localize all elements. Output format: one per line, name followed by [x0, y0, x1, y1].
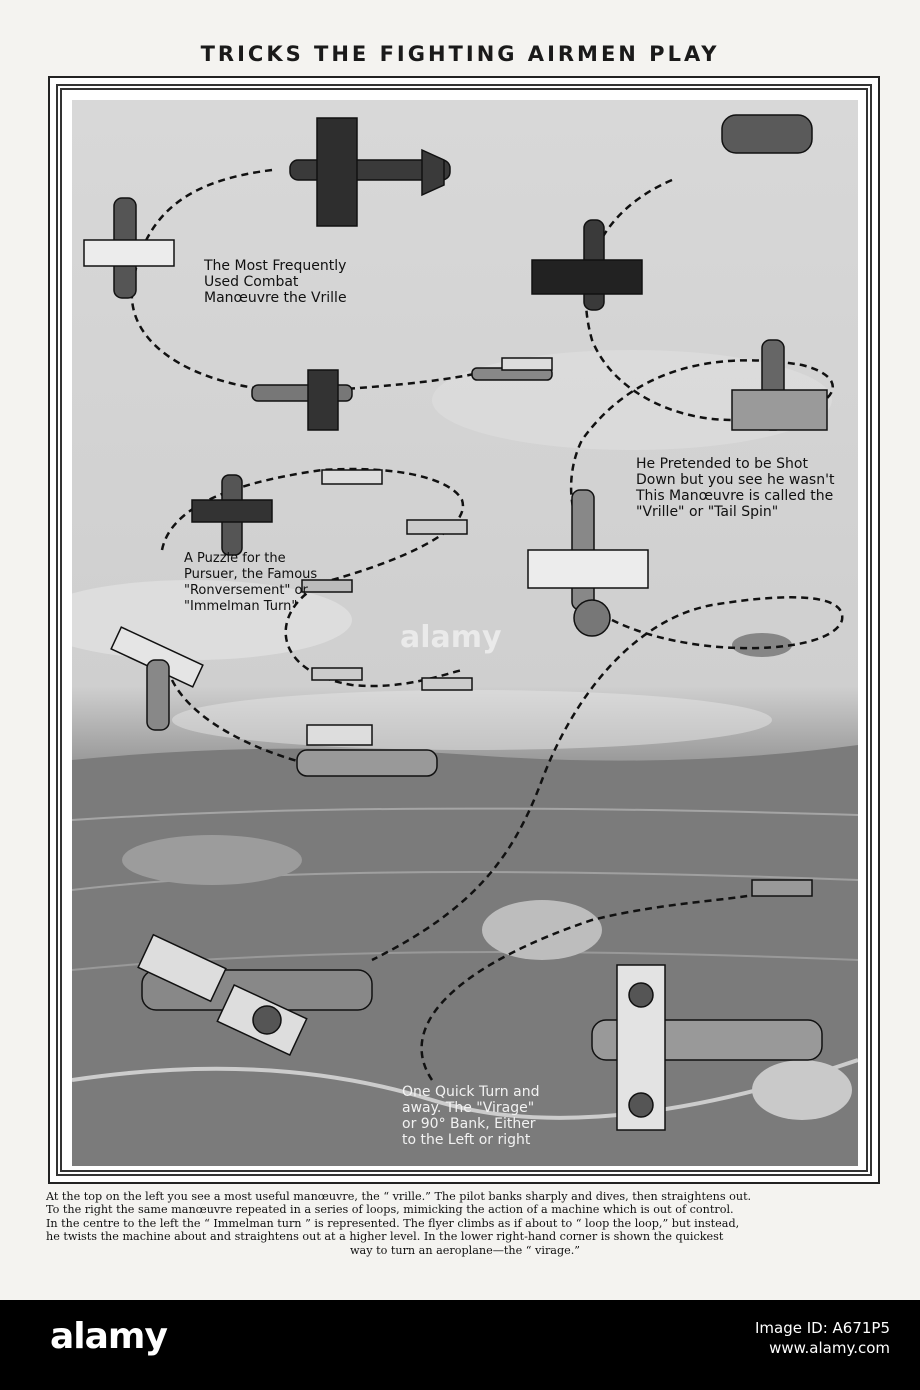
- site-url: www.alamy.com: [769, 1339, 890, 1357]
- image-id: Image ID: A671P5: [754, 1319, 890, 1337]
- label-vrille: [204, 258, 347, 306]
- image-id-block: [755, 1318, 890, 1358]
- label-line: "Immelman Turn": [184, 599, 298, 614]
- shell-burst: [482, 900, 602, 960]
- aircraft-plane: [722, 115, 812, 153]
- label-line: This Manœuvre is called the: [636, 488, 834, 504]
- watermark-center: alamy: [400, 620, 502, 655]
- aircraft-plane: [407, 520, 467, 534]
- label-line: One Quick Turn and: [402, 1084, 540, 1100]
- label-line: The Most Frequently: [204, 258, 347, 274]
- caption: [46, 1190, 884, 1257]
- label-line: "Ronversement" or: [184, 583, 308, 598]
- label-line: Down but you see he wasn't: [636, 472, 835, 488]
- label-line: or 90° Bank, Either: [402, 1116, 536, 1132]
- caption-line: In the centre to the left the “ Immelman turn ” is represented. The flyer climbs as if about to “ loop the loop,” but instead,: [46, 1216, 740, 1230]
- shell-burst: [752, 1060, 852, 1120]
- alamy-logo: alamy: [50, 1316, 167, 1357]
- label-line: Pursuer, the Famous: [184, 567, 318, 582]
- aircraft-plane: [752, 880, 812, 896]
- label-line: A Puzzle for the: [184, 551, 286, 566]
- caption-line: At the top on the left you see a most useful manœuvre, the “ vrille.” The pilot banks sharply and dives, then straightens out.: [46, 1190, 752, 1203]
- cloud: [172, 690, 772, 750]
- label-line: Manœuvre the Vrille: [204, 290, 347, 306]
- caption-line: To the right the same manœuvre repeated in a series of loops, mimicking the action of a machine which is out of control.: [46, 1203, 734, 1217]
- label-line: to the Left or right: [402, 1132, 531, 1148]
- aircraft-plane: [322, 470, 382, 484]
- caption-line: he twists the machine about and straightens out at a higher level. In the lower right-hand corner is shown the quickest: [46, 1230, 724, 1244]
- label-line: "Vrille" or "Tail Spin": [636, 504, 779, 520]
- page-title: TRICKS THE FIGHTING AIRMEN PLAY: [200, 42, 720, 66]
- label-virage: [402, 1084, 539, 1148]
- flak-smoke: [732, 633, 792, 657]
- label-line: Used Combat: [204, 274, 299, 290]
- caption-line: way to turn an aeroplane—the “ virage.”: [349, 1243, 581, 1257]
- label-immelman: [184, 551, 317, 615]
- label-line: away. The "Virage": [402, 1100, 535, 1116]
- smoke: [122, 835, 302, 885]
- label-line: He Pretended to be Shot: [636, 456, 808, 472]
- label-tail-spin: [636, 456, 834, 520]
